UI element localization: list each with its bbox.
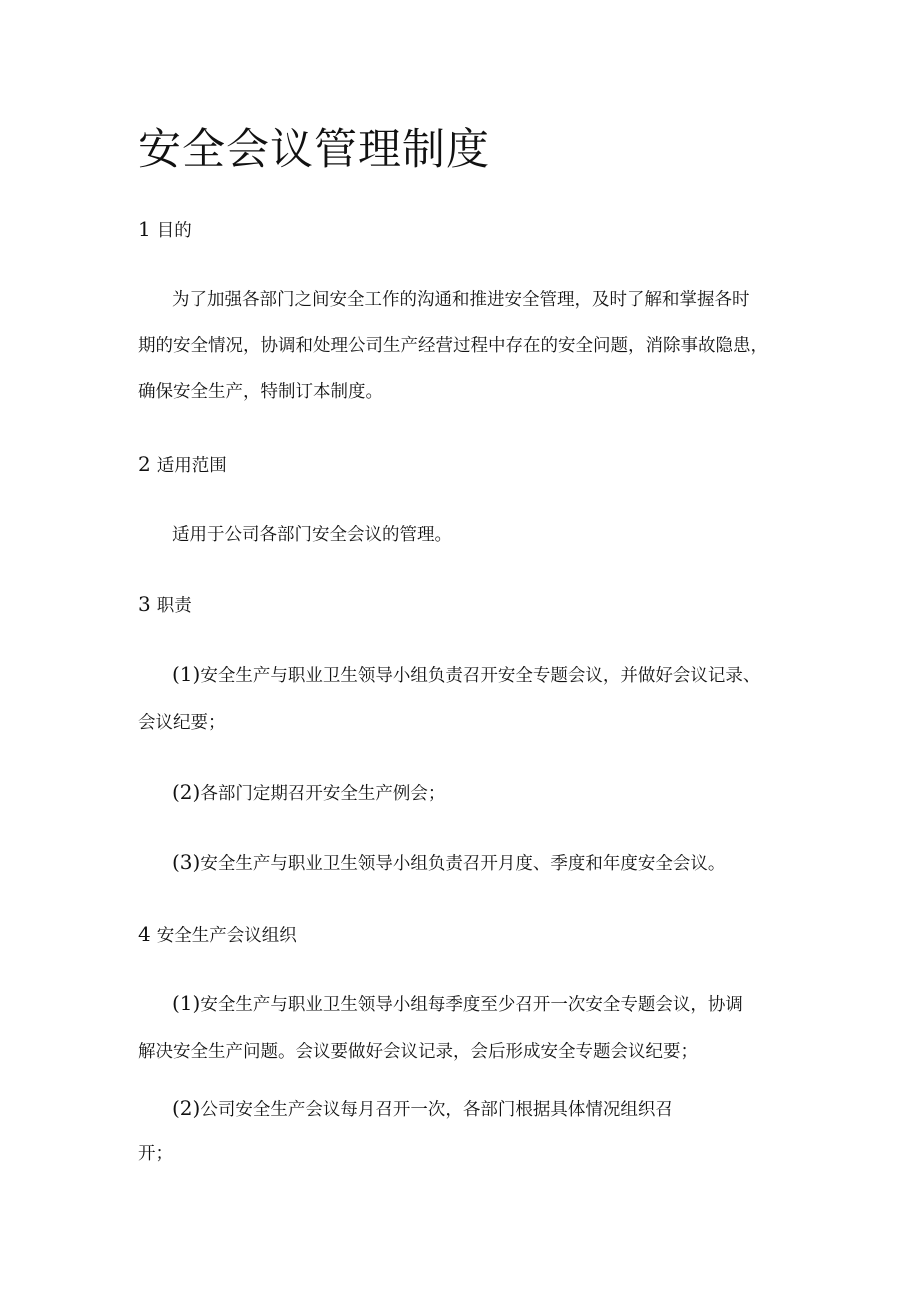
- list-item: [172, 660, 760, 690]
- list-item-continuation: 会议纪要；: [138, 713, 226, 733]
- list-item-continuation: 开；: [138, 1144, 173, 1164]
- item-marker: (1): [172, 662, 201, 686]
- list-item-continuation: 解决安全生产问题。会议要做好会议记录，会后形成安全专题会议纪要；: [138, 1042, 698, 1062]
- item-marker: (2): [172, 780, 201, 804]
- section-title: 目的: [156, 221, 192, 241]
- item-marker: (3): [172, 850, 201, 874]
- section-number: 1: [138, 217, 151, 241]
- item-text: 各部门定期召开安全生产例会；: [200, 784, 446, 804]
- list-item: [172, 989, 743, 1019]
- list-item: [172, 778, 445, 808]
- section-title: 适用范围: [156, 456, 227, 476]
- section-2-heading: [138, 450, 227, 480]
- section-title: 职责: [156, 596, 192, 616]
- item-marker: (2): [172, 1096, 201, 1120]
- list-item: [172, 1094, 673, 1124]
- item-text: 公司安全生产会议每月召开一次，各部门根据具体情况组织召: [200, 1100, 673, 1120]
- document-title: 安全会议管理制度: [138, 125, 490, 175]
- section-number: 3: [138, 592, 151, 616]
- section-1-paragraph-line: 为了加强各部门之间安全工作的沟通和推进安全管理，及时了解和掌握各时: [172, 290, 750, 310]
- section-1-paragraph-line: 确保安全生产，特制订本制度。: [138, 382, 383, 402]
- section-4-heading: [138, 920, 297, 950]
- item-text: 安全生产与职业卫生领导小组每季度至少召开一次安全专题会议，协调: [200, 995, 743, 1015]
- item-marker: (1): [172, 991, 201, 1015]
- section-number: 2: [138, 452, 151, 476]
- item-text: 安全生产与职业卫生领导小组负责召开月度、季度和年度安全会议。: [200, 854, 726, 874]
- section-2-paragraph: 适用于公司各部门安全会议的管理。: [172, 525, 452, 545]
- section-1-heading: [138, 215, 192, 245]
- section-title: 安全生产会议组织: [156, 926, 297, 946]
- list-item: [172, 848, 725, 878]
- section-number: 4: [138, 922, 151, 946]
- section-1-paragraph-line: 期的安全情况，协调和处理公司生产经营过程中存在的安全问题，消除事故隐患，: [138, 336, 768, 356]
- item-text: 安全生产与职业卫生领导小组负责召开安全专题会议，并做好会议记录、: [200, 666, 761, 686]
- section-3-heading: [138, 590, 192, 620]
